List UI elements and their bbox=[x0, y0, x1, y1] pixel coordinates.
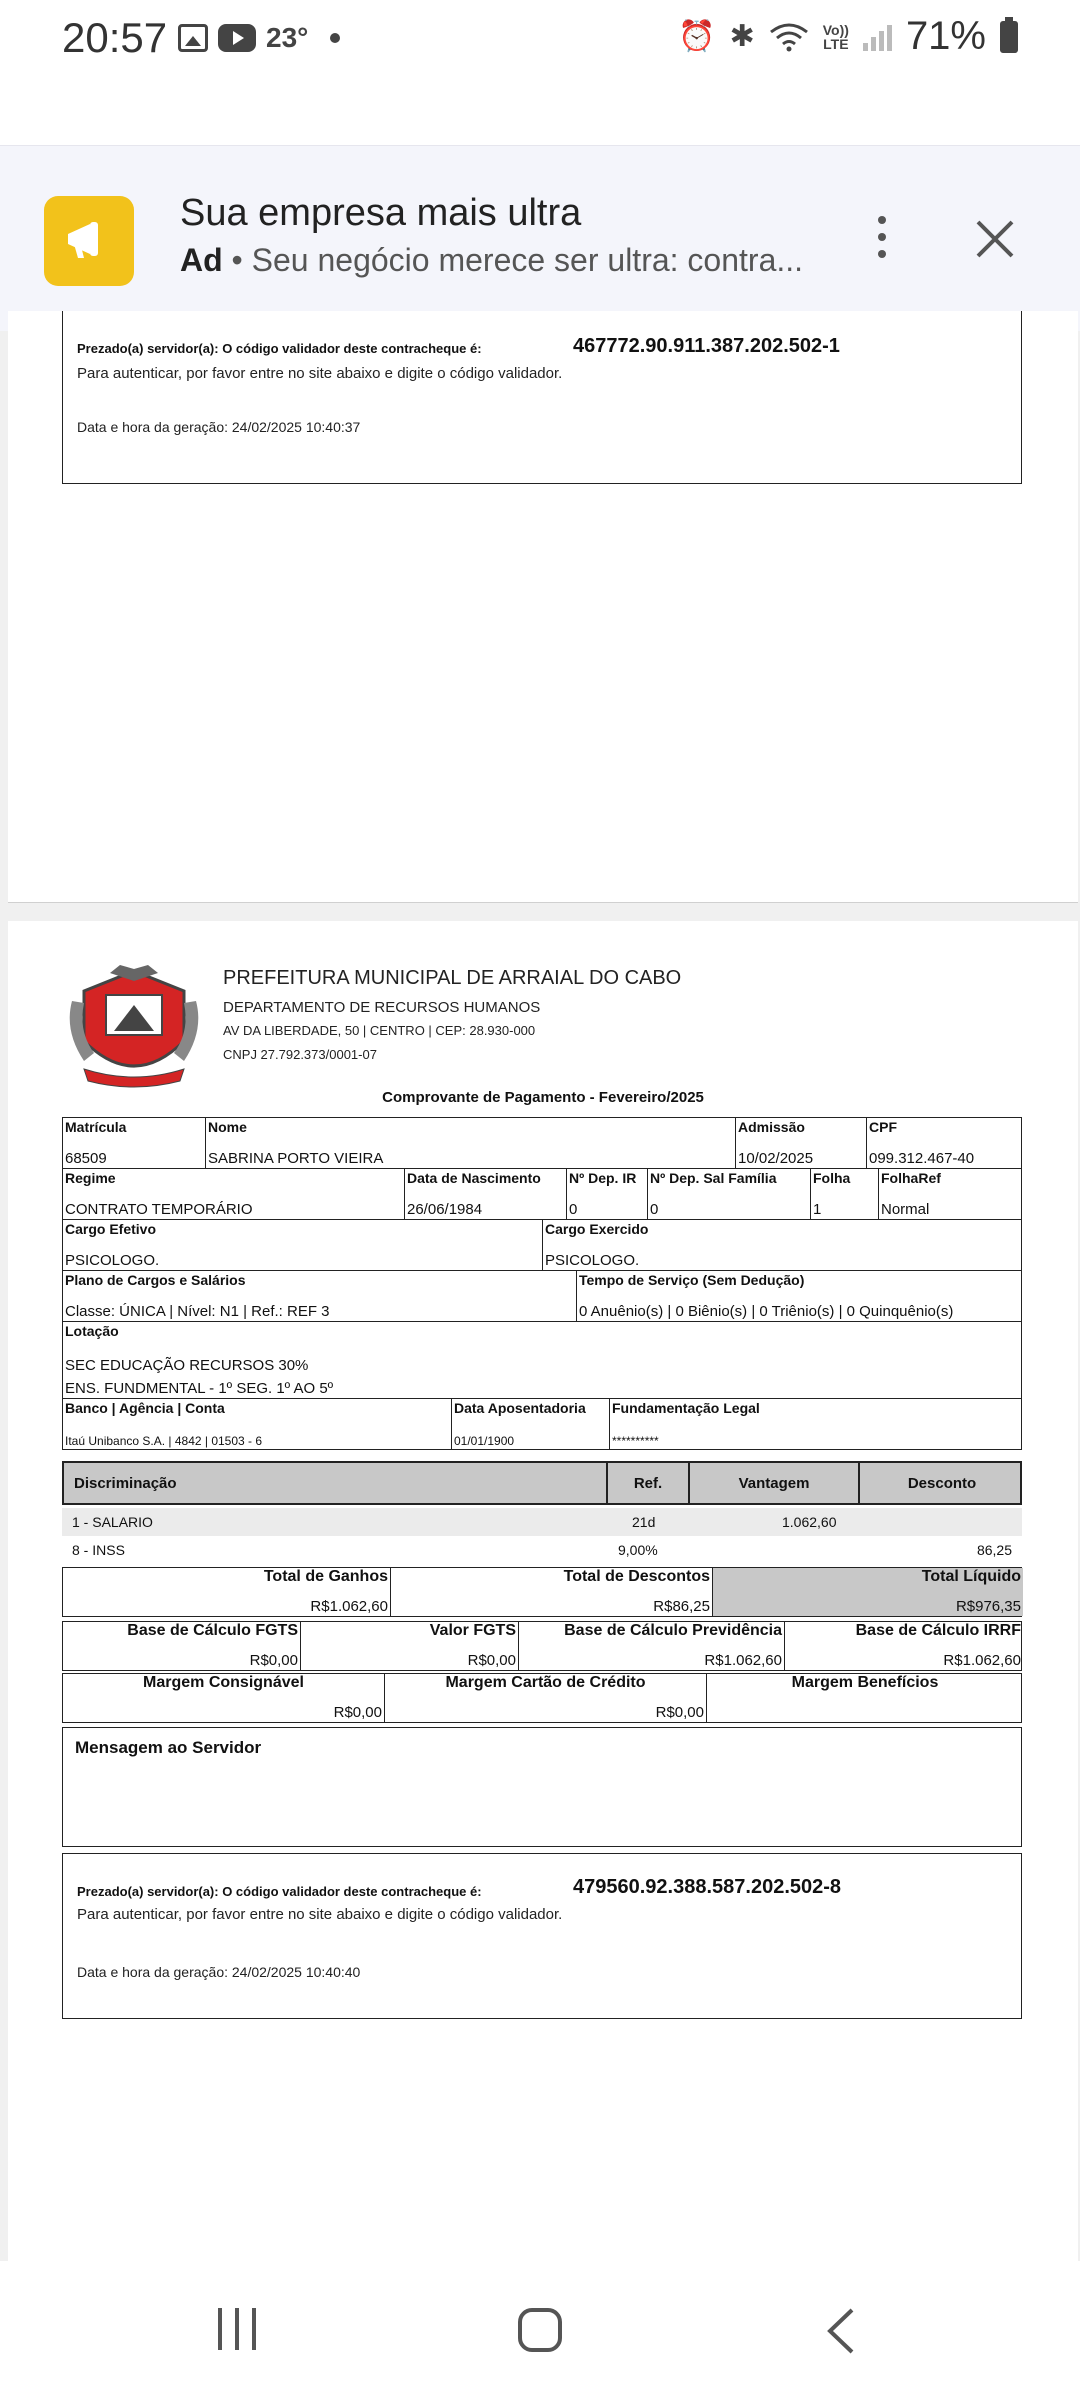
bluetooth-icon: ✱ bbox=[729, 20, 755, 53]
field-label: Data de Nascimento bbox=[407, 1170, 541, 1186]
table-cell bbox=[713, 1568, 1023, 1616]
table-cell bbox=[63, 1568, 391, 1616]
field-label: Matrícula bbox=[65, 1119, 127, 1135]
field-label: Desconto bbox=[907, 1474, 977, 1492]
validator-box bbox=[62, 1853, 1022, 2019]
table-cell-text: 8 - INSS bbox=[72, 1542, 125, 1558]
field-label: Fundamentação Legal bbox=[612, 1400, 760, 1416]
document-title: Comprovante de Pagamento - Fevereiro/2025 bbox=[382, 1089, 704, 1106]
generation-timestamp: Data e hora da geração: 24/02/2025 10:40:37 bbox=[77, 419, 361, 435]
field-label: Margem Benefícios bbox=[791, 1674, 939, 1691]
table-cell bbox=[707, 1674, 1023, 1722]
alarm-icon: ⏰ bbox=[678, 20, 716, 53]
battery-percent: 71% bbox=[905, 14, 986, 58]
gallery-icon bbox=[178, 24, 208, 52]
signal-icon bbox=[863, 23, 892, 51]
field-value: 0 bbox=[569, 1201, 578, 1218]
clock: 20:57 bbox=[62, 14, 168, 61]
field-value: R$1.062,60 bbox=[943, 1652, 1021, 1669]
field-value: 01/01/1900 bbox=[454, 1434, 515, 1448]
more-options-icon[interactable] bbox=[872, 216, 892, 266]
megaphone-icon bbox=[44, 196, 134, 286]
field-label: Plano de Cargos e Salários bbox=[65, 1272, 246, 1288]
volte-icon: Vo)) LTE bbox=[822, 21, 849, 52]
table-cell bbox=[519, 1622, 785, 1670]
field-value: SEC EDUCAÇÃO RECURSOS 30% bbox=[65, 1357, 309, 1374]
totals-row bbox=[62, 1567, 1022, 1617]
ad-banner[interactable] bbox=[0, 145, 1080, 331]
field-label: CPF bbox=[869, 1119, 897, 1135]
temperature: 23° bbox=[266, 22, 309, 53]
employee-name: SABRINA PORTO VIEIRA bbox=[208, 1150, 384, 1167]
text: Para autenticar, por favor entre no site abaixo e digite o código validador. bbox=[77, 365, 563, 382]
text: Para autenticar, por favor entre no site abaixo e digite o código validador. bbox=[77, 1906, 563, 1923]
field-label: Admissão bbox=[738, 1119, 805, 1135]
field-label: Discriminação bbox=[64, 1463, 608, 1503]
field-label: Base de Cálculo FGTS bbox=[127, 1622, 298, 1639]
field-label: Tempo de Serviço (Sem Dedução) bbox=[579, 1272, 805, 1288]
field-value: R$86,25 bbox=[653, 1598, 710, 1615]
ad-label: Ad bbox=[180, 242, 223, 278]
back-button[interactable] bbox=[826, 2308, 856, 2354]
field-label: Total de Ganhos bbox=[263, 1568, 388, 1585]
field-value: Normal bbox=[881, 1201, 930, 1218]
cpf-value: 099.312.467-40 bbox=[869, 1150, 975, 1167]
field-label: Total de Descontos bbox=[563, 1568, 710, 1585]
field-value: R$1.062,60 bbox=[310, 1598, 388, 1615]
table-row bbox=[62, 1536, 1022, 1564]
field-label: Margem Consignável bbox=[143, 1674, 304, 1691]
field-label: Ref. bbox=[608, 1463, 690, 1503]
ad-subtitle[interactable]: Ad • Seu negócio merece ser ultra: contra... bbox=[180, 242, 804, 278]
field-value: Classe: ÚNICA | Nível: N1 | Ref.: REF 3 bbox=[65, 1303, 330, 1320]
field-value: 0 Anuênio(s) | 0 Biênio(s) | 0 Triênio(s) | 0 Quinquênio(s) bbox=[579, 1303, 954, 1320]
table-cell bbox=[391, 1568, 713, 1616]
table-cell bbox=[785, 1622, 1023, 1670]
text: Prezado(a) servidor(a): O código validador deste contracheque é: bbox=[77, 1884, 482, 1899]
table-cell-text: 86,25 bbox=[976, 1542, 1012, 1558]
field-label: Margem Cartão de Crédito bbox=[445, 1674, 646, 1691]
text: Mensagem ao Servidor bbox=[75, 1738, 262, 1757]
matricula-value: 68509 bbox=[65, 1150, 107, 1167]
field-label: Regime bbox=[65, 1170, 116, 1186]
table-cell bbox=[63, 1622, 301, 1670]
table-cell-text: 9,00% bbox=[618, 1542, 658, 1558]
field-label: Cargo Exercido bbox=[545, 1221, 649, 1237]
notification-dot-icon bbox=[330, 33, 340, 43]
field-label: Nome bbox=[208, 1119, 247, 1135]
field-value: PSICOLOGO. bbox=[545, 1252, 640, 1269]
ad-title[interactable]: Sua empresa mais ultra bbox=[180, 192, 582, 234]
pdf-page-1 bbox=[8, 311, 1078, 903]
field-label: Data Aposentadoria bbox=[454, 1400, 586, 1416]
bases-row bbox=[62, 1621, 1022, 1671]
field-value: 10/02/2025 bbox=[738, 1150, 814, 1167]
field-value: R$0,00 bbox=[467, 1652, 516, 1669]
table-cell bbox=[63, 1674, 385, 1722]
text: Prezado(a) servidor(a): O código validador deste contracheque é: bbox=[77, 341, 482, 356]
validator-code: 479560.92.388.587.202.502-8 bbox=[573, 1876, 842, 1898]
field-label: Folha bbox=[813, 1170, 851, 1186]
field-value: ********** bbox=[612, 1434, 659, 1448]
navigation-bar bbox=[0, 2262, 1080, 2400]
field-label: Lotação bbox=[65, 1323, 119, 1339]
pdf-page-2: PREFEITURA MUNICIPAL DE ARRAIAL DO CABO DEPARTAMENTO DE RECURSOS HUMANOS AV DA LIBERDADE, 50 | CENTRO | CEP: 28.930-000 CNPJ 27.792.373/0001-07 Comprovante de Pagamento - Fevereiro/2025 Matrícula 68509 Nome SABRINA PORTO VIEIRA Admissão 10/02/2025 CPF 099.312.467-40 Regime CONTRATO TEMPORÁRIO Data de Nascimento 26/06/1984 Nº Dep. IR 0 Nº Dep. Sal Família 0 Folha 1 FolhaRef Normal Cargo Efetivo PSICOLOGO. Cargo Exercido PSICOLOGO. Plano de Cargos e Salários Classe: ÚNICA | Nível: N1 | Ref.: REF 3 Tempo de Serviço (Sem Dedução) 0 Anuênio(s) | 0 Biênio(s) | 0 Triênio(s) | 0 Quinquênio(s) Lotação SEC EDUCAÇÃO RECURSOS 30% ENS. FUNDMENTAL - 1º SEG. 1º AO 5º Banco | Agência | Conta Itaú Unibanco S.A. | 4842 | 01503 - 6 Data Aposentadoria 01/01/1900 Fundamentação Legal ********** bbox=[8, 921, 1078, 2281]
field-value: R$1.062,60 bbox=[704, 1652, 782, 1669]
field-label: Nº Dep. IR bbox=[569, 1170, 637, 1186]
field-label: Base de Cálculo Previdência bbox=[564, 1622, 782, 1639]
field-value: 1 bbox=[813, 1201, 822, 1218]
youtube-icon bbox=[218, 24, 256, 52]
battery-icon bbox=[1000, 21, 1018, 53]
table-row bbox=[62, 1508, 1022, 1536]
table-cell-text: 1.062,60 bbox=[782, 1514, 837, 1530]
margins-row bbox=[62, 1673, 1022, 1723]
field-label: Base de Cálculo IRRF bbox=[855, 1622, 1021, 1639]
table-cell-text: 1 - SALARIO bbox=[72, 1514, 153, 1530]
field-label: Valor FGTS bbox=[429, 1622, 516, 1639]
recent-apps-button[interactable] bbox=[218, 2308, 256, 2350]
field-value: ENS. FUNDMENTAL - 1º SEG. 1º AO 5º bbox=[65, 1380, 334, 1397]
wifi-icon bbox=[769, 22, 809, 52]
home-button[interactable] bbox=[518, 2308, 562, 2352]
table-cell bbox=[385, 1674, 707, 1722]
field-value: R$0,00 bbox=[333, 1704, 382, 1721]
field-value: PSICOLOGO. bbox=[65, 1252, 160, 1269]
field-label: FolhaRef bbox=[881, 1170, 941, 1186]
field-value: R$0,00 bbox=[249, 1652, 298, 1669]
status-bar bbox=[0, 0, 1080, 80]
field-label: Nº Dep. Sal Família bbox=[650, 1170, 777, 1186]
field-value: CONTRATO TEMPORÁRIO bbox=[65, 1201, 253, 1218]
table-cell bbox=[301, 1622, 519, 1670]
net-total: R$976,35 bbox=[955, 1598, 1021, 1615]
org-name: PREFEITURA MUNICIPAL DE ARRAIAL DO CABO bbox=[223, 967, 682, 989]
earnings-table-header bbox=[62, 1461, 1022, 1505]
field-value: R$0,00 bbox=[655, 1704, 704, 1721]
field-label: Total Líquido bbox=[921, 1568, 1021, 1585]
field-value: Itaú Unibanco S.A. | 4842 | 01503 - 6 bbox=[65, 1434, 263, 1448]
message-box bbox=[62, 1727, 1022, 1847]
generation-timestamp: Data e hora da geração: 24/02/2025 10:40:40 bbox=[77, 1964, 361, 1980]
field-value: 26/06/1984 bbox=[407, 1201, 483, 1218]
table-cell-text: 21d bbox=[632, 1514, 656, 1530]
validator-code: 467772.90.911.387.202.502-1 bbox=[573, 335, 840, 357]
close-icon[interactable] bbox=[972, 216, 1018, 262]
field-label: Cargo Efetivo bbox=[65, 1221, 157, 1237]
field-value: 0 bbox=[650, 1201, 659, 1218]
validator-box bbox=[62, 311, 1022, 484]
field-label: Vantagem bbox=[690, 1463, 860, 1503]
field-label: Banco | Agência | Conta bbox=[65, 1400, 225, 1416]
